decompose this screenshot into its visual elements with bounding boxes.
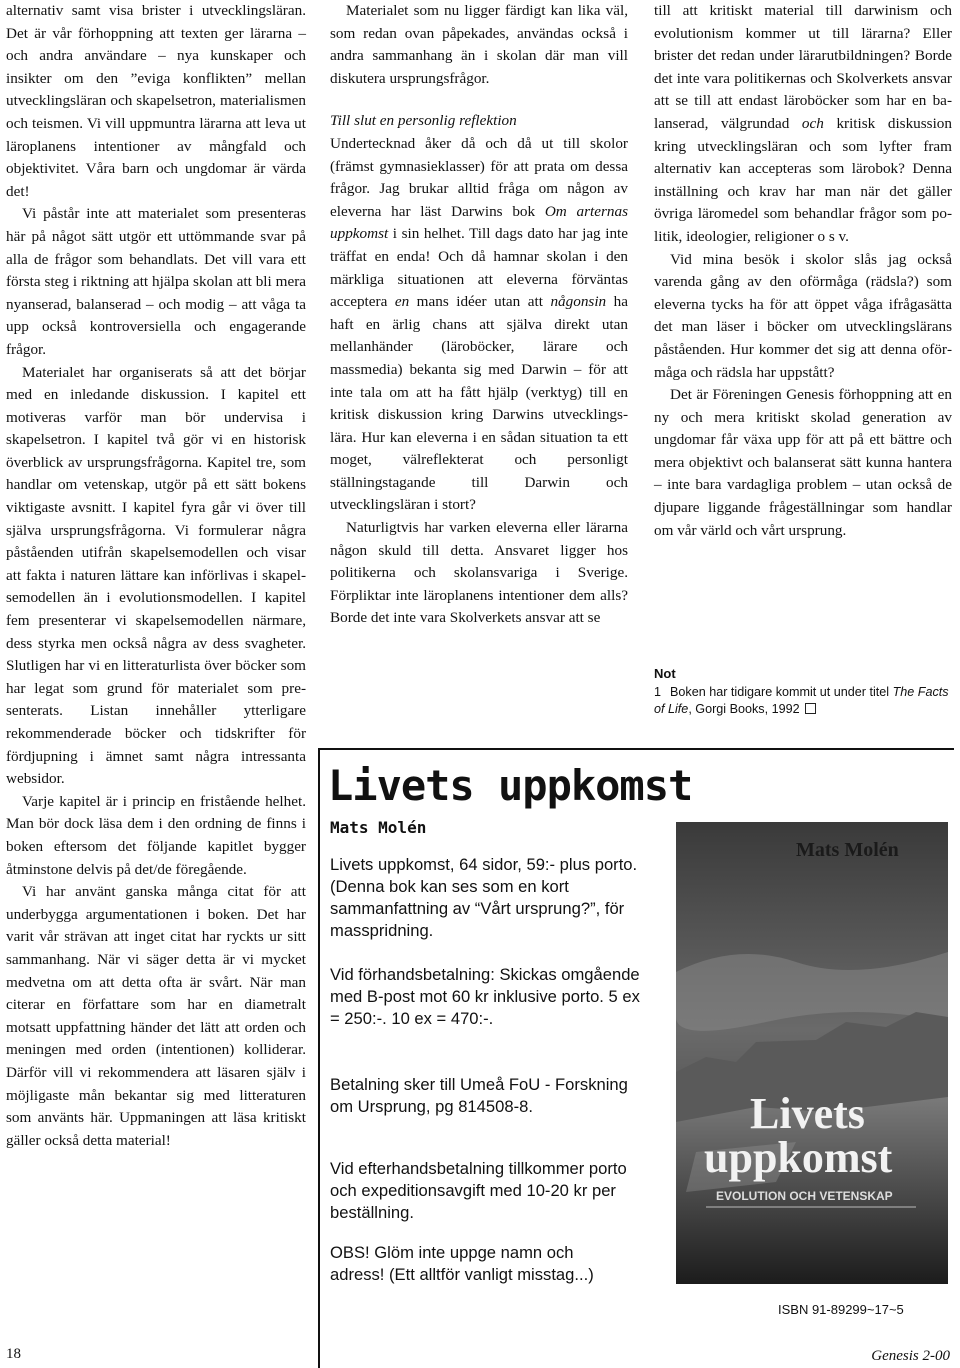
book-cover-image	[676, 822, 948, 1284]
ad-payment-info: Betalning sker till Umeå FoU - Forskning om Ursprung, pg 814508-8.	[330, 1075, 628, 1116]
body-paragraph: Naturligtvis har varken eleverna eller lärarna någon skuld till detta. Ansvaret ligger hos politikerna och skolansvariga i Sverige. Förpliktar inte läroplanens intentioner dem alls? Borde det inte vara Skolverkets ansvar att se	[330, 519, 628, 627]
article-column-2	[330, 0, 628, 630]
isbn: ISBN 91-89299~17~5	[778, 1302, 904, 1317]
cover-author: Mats Molén	[796, 839, 899, 861]
page-number: 18	[6, 1346, 21, 1362]
end-mark-icon	[805, 703, 816, 714]
ad-title: Livets uppkomst	[328, 761, 693, 810]
body-paragraph: Materialet som nu ligger färdigt kan lika väl, som redan ovan påpekades, användas också i andra sammanhang än i skolan där man vill diskutera ursprungsfrågor.	[330, 2, 628, 87]
article-column-3	[654, 0, 952, 542]
body-paragraph: Undertecknad åker då och då ut till skolor (främst gymnasieklasser) för att prata om dessa frågor. Jag brukar alltid fråga om någon av eleverna har läst Darwins bok Om arternas uppkomst i sin helhet. Till dags dato har jag inte träffat en enda! Och då hamnar skolan i den märkliga situationen att eleverna förväntas acceptera en mans idéer utan att någonsin ha haft en ärlig chans att själva direkt utan mellanhänder (läroböcker, lärare och massmedia) bekanta sig med Darwin – för att inte tala om att ha fått hjälp (verktyg) till en kritisk diskussion kring Darwins utvecklingslära. Hur kan eleverna i en sådan situation ta ett moget, välreflekterat och personligt ställningstagande till Darwin och utvecklingsläran i stort?	[330, 134, 628, 514]
section-subheading: Till slut en personlig reflektion	[330, 112, 517, 130]
cover-title-line2: uppkomst	[704, 1133, 893, 1182]
body-paragraph: alternativ samt visa brister i utvecklingsläran. Det är vår förhoppning att texten ger lärarna – och andra användare – nya kunskaper och insikter om den ”eviga konflikten” mellan utvecklingsläran och skapelsetron, materialismen och teismen. Vi vill uppmuntra lärarna att leva ut läroplanens intentioner av mångfald och objektivitet. Våra barn och ungdomar är värda det!	[6, 2, 306, 200]
body-paragraph: Vi har använt ganska många citat för att underbygga argumentationen i boken. Det har varit vår strävan att inget citat har ryckts ur sitt sammanhang. När vi säger detta är vi mycket medvetna om att detta ofta är svårt. När man citerar en författare som har en diametralt motsatt uppfattning händer det lätt att orden och meningen med orden (intentionen) kolliderar. Därför vill vi rekommendera att läsaren själv i möjligaste mån bekantar sig med litteraturen som använts här. Uppmaningen att läsa kritiskt gäller också detta material!	[6, 883, 306, 1149]
body-paragraph: Det är Föreningen Genesis förhoppning att en ny och mera kritiskt skolad generation av ungdomar får växa upp för att på ett bättre och mera objektivt och balanserat sätt kunna hantera – inte bara vardagliga problem – utan också de djupare liggande frågeställningar som handlar om vår värld och vårt ursprung.	[654, 386, 952, 539]
ad-postpayment-info: Vid efterhandsbetalning tillkommer porto och expeditionsavgift med 10-20 kr per beställning.	[330, 1159, 627, 1222]
article-column-1	[6, 0, 306, 1152]
body-paragraph: Vi påstår inte att materialet som presenteras här på något sätt utgör ett uttömmande svar på alla de frågor som behandlats. Det vill vara ett första steg i riktning att hjälpa skolan att bli mera nyanserad, balanserad – och modig – att våga ta upp också kontroversiella och engagerande frågor.	[6, 205, 306, 358]
cover-title-line1: Livets	[750, 1089, 865, 1138]
ad-description: Livets uppkomst, 64 sidor, 59:- plus porto. (Denna bok kan ses som en kort sammanfattning av “Vårt ursprung?”, för masspridning.	[330, 855, 638, 940]
ad-author: Mats Molén	[330, 818, 427, 837]
body-paragraph: Materialet har organiserats så att det börjar med en inledande diskussion. I kapitel ett motiveras varför man bör undervisa i skapelsetron. I kapitel två gör vi en historisk överblick av ursprungsfrågorna. Kapitel tre, som handlar om vetenskap, utgör på ett sätt bokens viktigaste avsnitt. I kapitel fyra går vi över till själva ursprungsfrågorna. Vi formulerar några påståenden utifrån skapelsemodellen och visar att fakta i naturen lättare kan införlivas i skapelsemodellen än i evolutionsmodellen. I kapitel fem presenterar vi skapelsemodellen närmare, dess styrka men också några av dess svagheter. Slutligen har vi en litteraturlista över böcker som har legat som grund för materialet som presenterats. Listan innehåller ytterligare rekommenderade böcker och tidskrifter för fördjupning i ämnet samt några intressanta websidor.	[6, 363, 306, 788]
footnote-number: 1	[654, 685, 662, 699]
footnote-heading: Not	[654, 666, 676, 681]
cover-subtitle: EVOLUTION OCH VETENSKAP	[716, 1189, 893, 1203]
footnote: 1 Boken har tidigare kommit ut under titel The Facts of Life, Gorgi Books, 1992	[654, 685, 949, 716]
ad-prepayment-info: Vid förhandsbetalning: Skickas omgående med B-post mot 60 kr inklusive porto. 5 ex = 250:-. 10 ex = 470:-.	[330, 965, 640, 1028]
ad-border-top	[318, 748, 954, 750]
body-paragraph: Vid mina besök i skolor slås jag också varenda gång av den oförmåga (rädsla?) som eleverna tycks ha för att öppet våga ifrågasätta det man läser i böcker om utvecklingslärans påståenden. Hur kommer det sig att denna oförmåga och rädsla har uppstått?	[654, 250, 952, 381]
publication-issue: Genesis 2-00	[871, 1348, 950, 1364]
body-paragraph: Varje kapitel är i princip en fristående helhet. Man bör dock läsa dem i den ordning de finns i boken eftersom det följande kapitlet bygger åtminstone delvis på det/de föregående.	[6, 792, 306, 878]
ad-reminder: OBS! Glöm inte uppge namn och adress! (Ett alltför vanligt misstag...)	[330, 1243, 594, 1284]
ad-border-left	[318, 748, 320, 1368]
body-paragraph: till att kritiskt material till darwinism och evolutionism kommer ut till lärarna? Eller brister det redan under lärarutbildningen? Borde det inte vara politikernas och Skolverkets ansvar att se till att endast läroböcker som har en balanserad, välgrundad och kritisk diskussion kring utvecklingsläran och som lyfter fram alternativ kan accepteras som lärobok? Denna inställning och krav har man när det gäller övriga läromedel som behandlar frågor som politik, ideologier, religioner o s v.	[654, 2, 952, 245]
